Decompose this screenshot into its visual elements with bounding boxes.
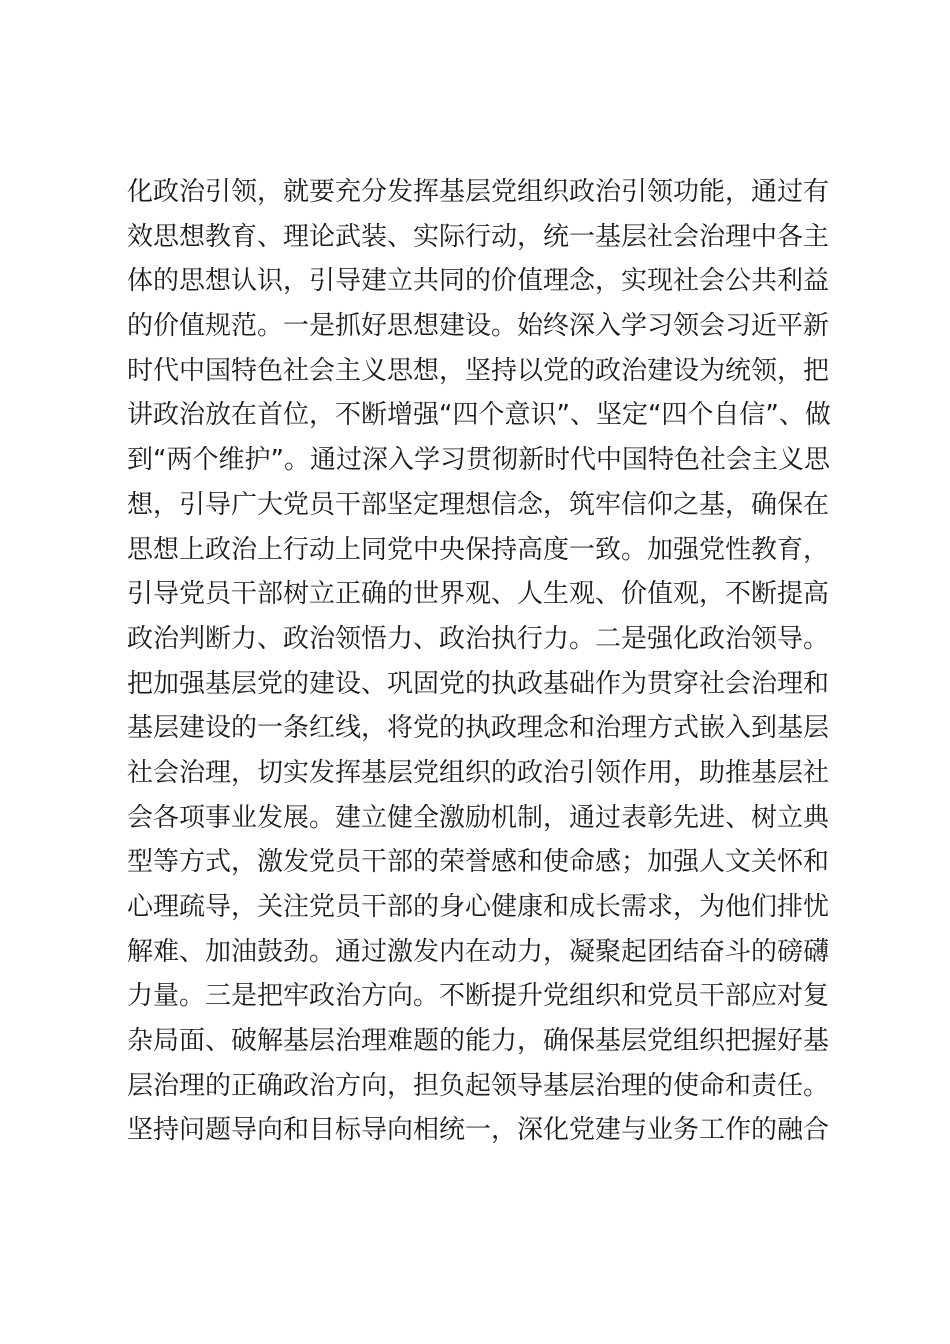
text-line-1: 化政治引领，就要充分发挥基层党组织政治引领功能，通过有 (127, 177, 830, 207)
text-line-8: 想，引导广大党员干部坚定理想信念，筑牢信仰之基，确保在 (127, 489, 830, 520)
text-line-9: 思想上政治上行动上同党中央保持高度一致。加强党性教育， (127, 534, 830, 565)
text-line-2: 效思想教育、理论武装、实际行动，统一基层社会治理中各主 (127, 221, 830, 252)
body-text (127, 170, 831, 1153)
text-line-18: 解难、加油鼓劲。通过激发内在动力，凝聚起团结奋斗的磅礴 (127, 936, 830, 967)
text-line-4: 的价值规范。一是抓好思想建设。始终深入学习领会习近平新 (127, 311, 830, 342)
text-line-3: 体的思想认识，引导建立共同的价值理念，实现社会公共利益 (127, 266, 830, 297)
text-line-11: 政治判断力、政治领悟力、政治执行力。二是强化政治领导。 (127, 623, 830, 654)
text-line-15: 会各项事业发展。建立健全激励机制，通过表彰先进、树立典 (127, 802, 830, 833)
text-line-13: 基层建设的一条红线，将党的执政理念和治理方式嵌入到基层 (127, 713, 830, 744)
text-line-10: 引导党员干部树立正确的世界观、人生观、价值观，不断提高 (127, 579, 830, 610)
text-line-16: 型等方式，激发党员干部的荣誉感和使命感；加强人文关怀和 (127, 847, 830, 878)
text-line-21: 层治理的正确政治方向，担负起领导基层治理的使命和责任。 (127, 1070, 830, 1101)
text-line-19: 力量。三是把牢政治方向。不断提升党组织和党员干部应对复 (127, 981, 830, 1012)
text-line-5: 时代中国特色社会主义思想，坚持以党的政治建设为统领，把 (127, 355, 830, 386)
text-line-7: 到“两个维护”。通过深入学习贯彻新时代中国特色社会主义思 (127, 445, 830, 476)
text-line-12: 把加强基层党的建设、巩固党的执政基础作为贯穿社会治理和 (127, 668, 830, 699)
text-line-14: 社会治理，切实发挥基层党组织的政治引领作用，助推基层社 (127, 757, 830, 788)
text-line-22: 坚持问题导向和目标导向相统一，深化党建与业务工作的融合 (127, 1115, 830, 1146)
text-line-20: 杂局面、破解基层治理难题的能力，确保基层党组织把握好基 (127, 1026, 830, 1057)
text-line-17: 心理疏导，关注党员干部的身心健康和成长需求，为他们排忧 (127, 892, 830, 922)
text-line-6: 讲政治放在首位，不断增强“四个意识”、坚定“四个自信”、做 (127, 400, 831, 431)
